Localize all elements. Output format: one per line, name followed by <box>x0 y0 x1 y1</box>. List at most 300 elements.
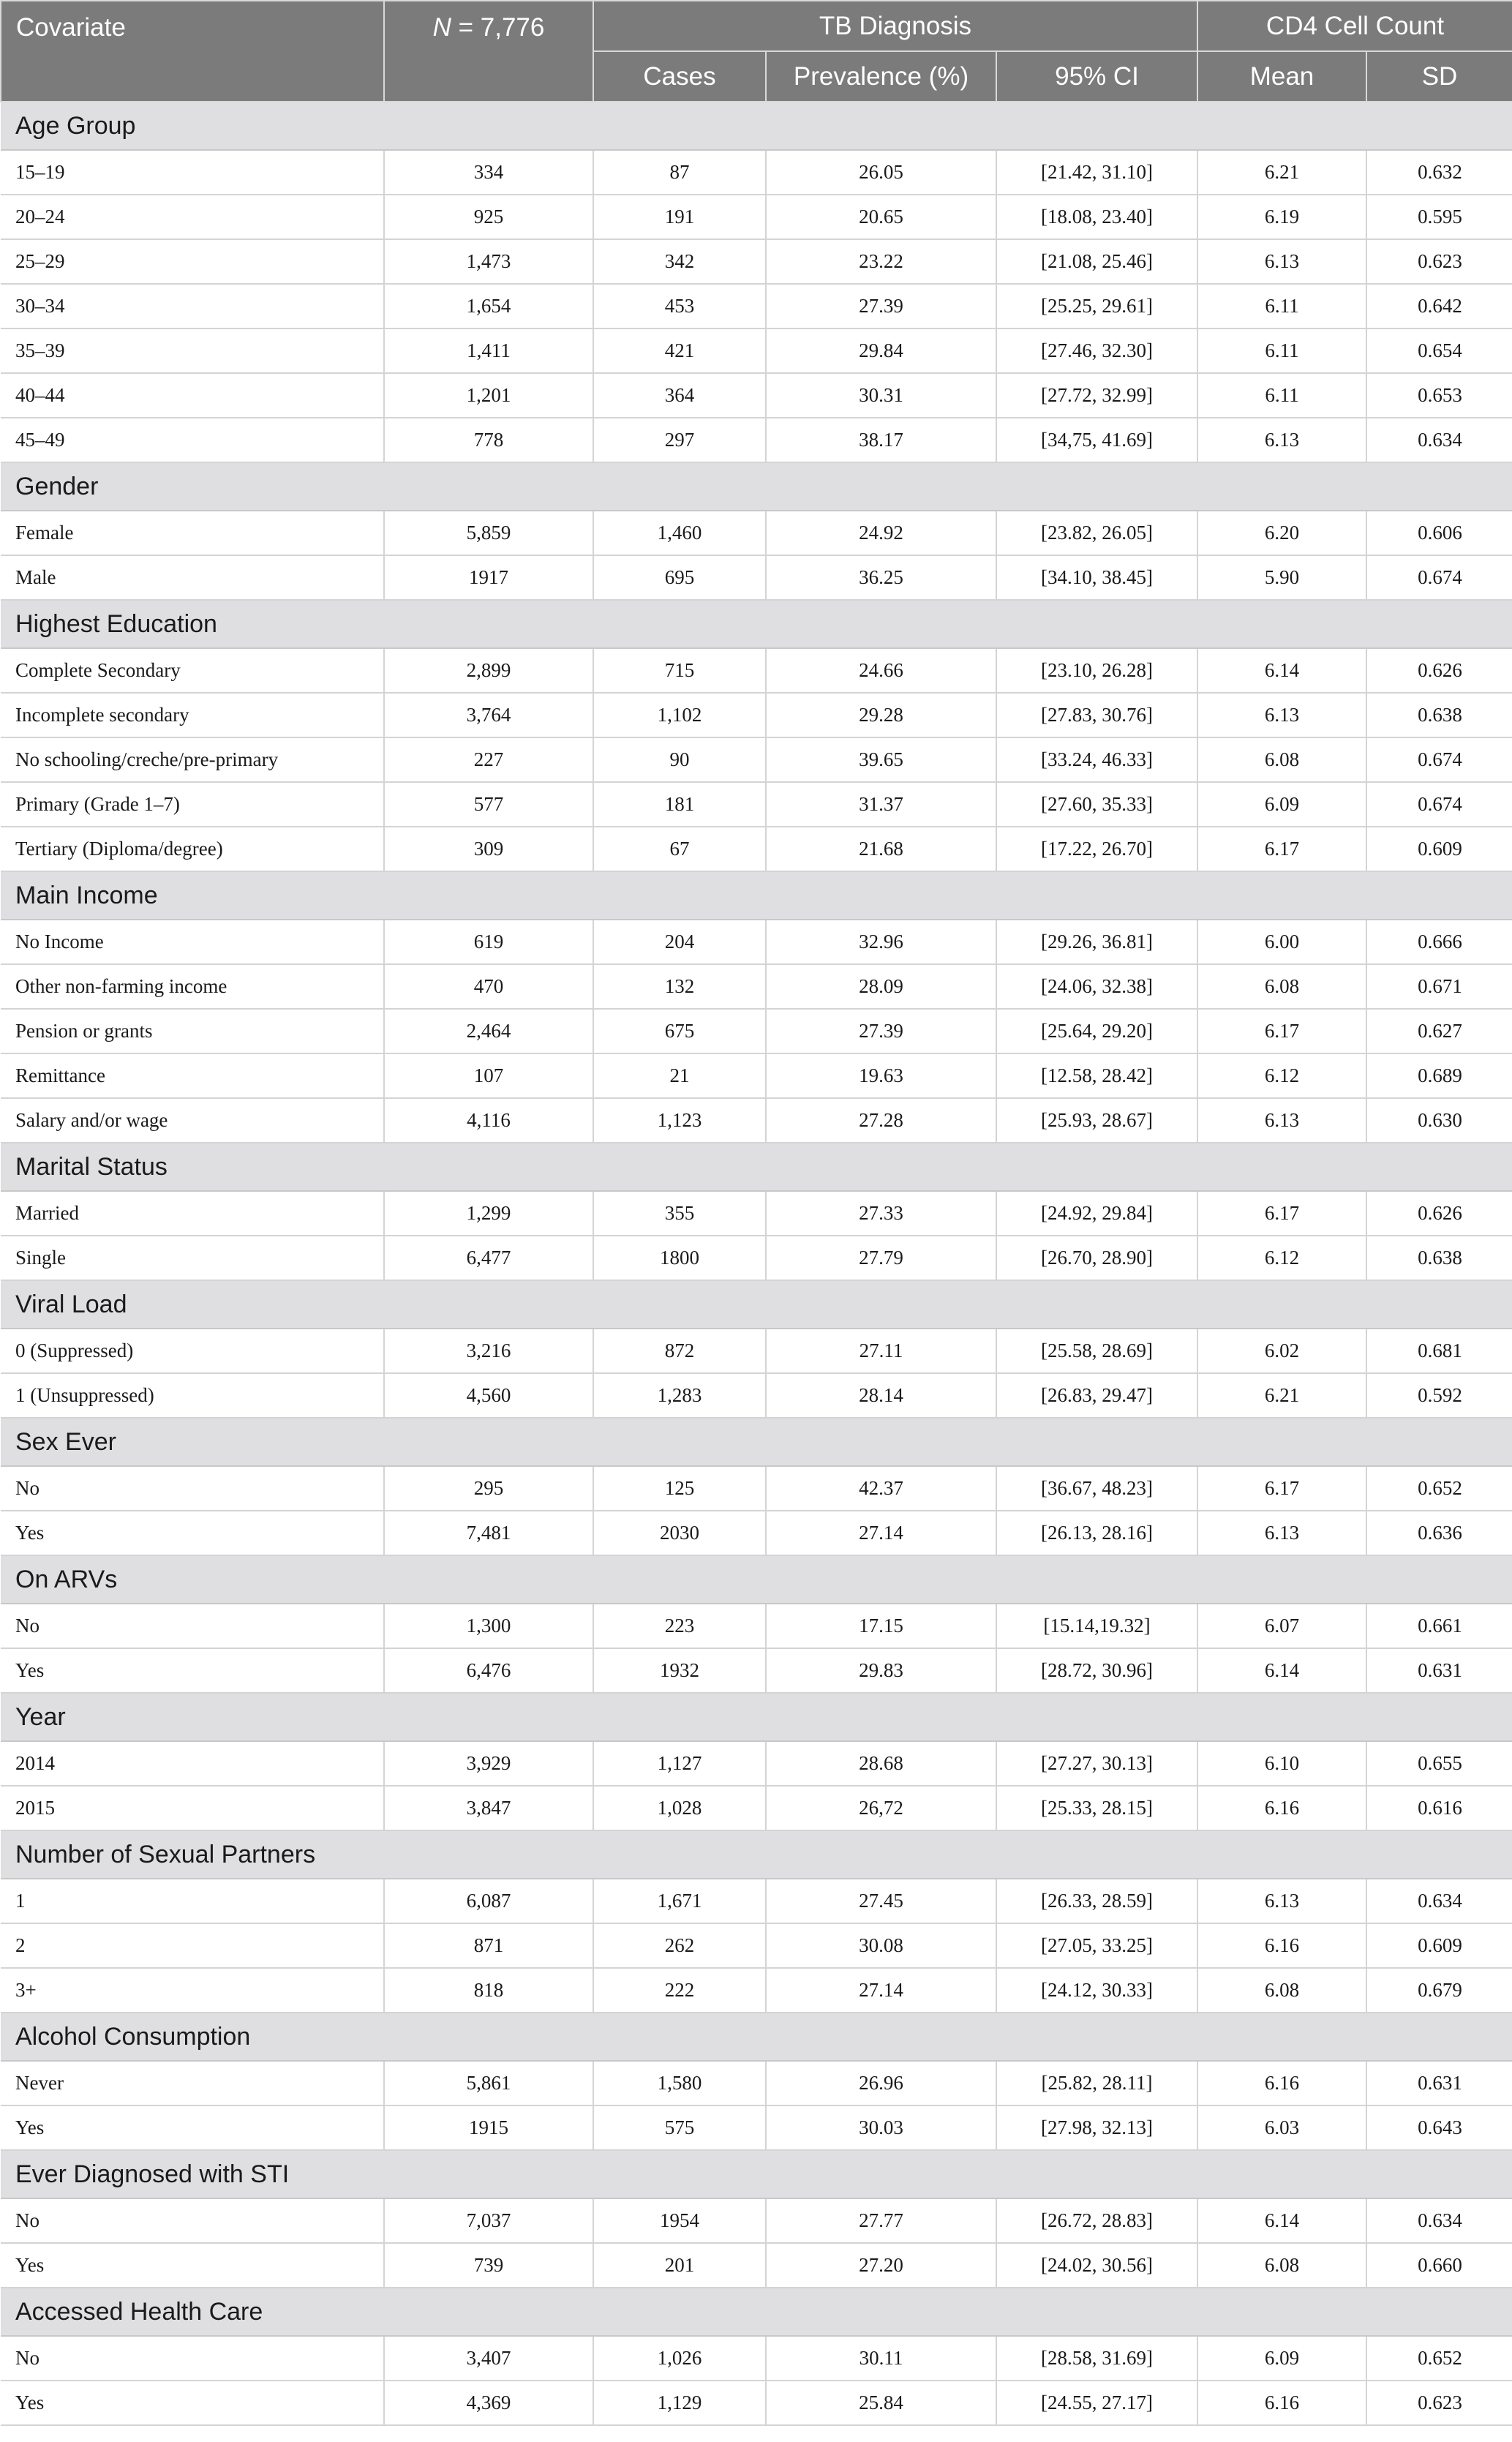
ci-cell: [23.10, 26.28] <box>996 648 1197 693</box>
mean-cell: 6.09 <box>1197 782 1366 827</box>
ci-cell: [34.10, 38.45] <box>996 555 1197 600</box>
mean-cell: 6.17 <box>1197 1191 1366 1236</box>
cases-cell: 1,283 <box>593 1373 766 1418</box>
n-cell: 1,201 <box>384 373 593 418</box>
n-cell: 778 <box>384 418 593 462</box>
n-cell: 871 <box>384 1923 593 1968</box>
sd-cell: 0.666 <box>1366 920 1512 964</box>
prevalence-cell: 30.03 <box>766 2105 996 2150</box>
sd-cell: 0.689 <box>1366 1053 1512 1098</box>
n-cell: 6,476 <box>384 1648 593 1693</box>
n-cell: 4,116 <box>384 1098 593 1143</box>
section-title: Sex Ever <box>1 1418 1512 1466</box>
ci-cell: [27.98, 32.13] <box>996 2105 1197 2150</box>
ci-cell: [26.72, 28.83] <box>996 2198 1197 2243</box>
n-cell: 3,407 <box>384 2336 593 2381</box>
section-row <box>1 2013 1512 2061</box>
section-row <box>1 600 1512 648</box>
table-row <box>1 1648 1512 1693</box>
cases-cell: 1,671 <box>593 1879 766 1923</box>
cases-cell: 204 <box>593 920 766 964</box>
table-body <box>1 102 1512 2425</box>
sd-cell: 0.631 <box>1366 2061 1512 2105</box>
sd-cell: 0.652 <box>1366 1466 1512 1511</box>
n-cell: 6,087 <box>384 1879 593 1923</box>
covariate-level-cell: No <box>1 1466 384 1511</box>
ci-cell: [25.25, 29.61] <box>996 284 1197 328</box>
table-row <box>1 1879 1512 1923</box>
sd-cell: 0.643 <box>1366 2105 1512 2150</box>
cases-cell: 90 <box>593 737 766 782</box>
sd-cell: 0.634 <box>1366 2198 1512 2243</box>
ci-cell: [24.12, 30.33] <box>996 1968 1197 2013</box>
mean-cell: 6.08 <box>1197 2243 1366 2288</box>
prevalence-cell: 27.11 <box>766 1329 996 1373</box>
table-row <box>1 1191 1512 1236</box>
mean-cell: 6.20 <box>1197 511 1366 555</box>
sd-cell: 0.660 <box>1366 2243 1512 2288</box>
section-title: Alcohol Consumption <box>1 2013 1512 2061</box>
table-row <box>1 2381 1512 2425</box>
cases-cell: 364 <box>593 373 766 418</box>
cases-cell: 201 <box>593 2243 766 2288</box>
ci-cell: [21.42, 31.10] <box>996 150 1197 195</box>
mean-cell: 6.17 <box>1197 1466 1366 1511</box>
prevalence-cell: 28.14 <box>766 1373 996 1418</box>
table-row <box>1 373 1512 418</box>
prevalence-cell: 27.14 <box>766 1511 996 1555</box>
cases-cell: 181 <box>593 782 766 827</box>
ci-header: 95% CI <box>996 51 1197 102</box>
prevalence-cell: 28.68 <box>766 1741 996 1786</box>
table-row <box>1 511 1512 555</box>
covariate-level-cell: No <box>1 2336 384 2381</box>
n-cell: 309 <box>384 827 593 871</box>
covariate-level-cell: Tertiary (Diploma/degree) <box>1 827 384 871</box>
covariate-level-cell: 0 (Suppressed) <box>1 1329 384 1373</box>
table-row <box>1 920 1512 964</box>
cases-cell: 1,102 <box>593 693 766 737</box>
sd-cell: 0.595 <box>1366 195 1512 239</box>
mean-cell: 6.13 <box>1197 418 1366 462</box>
cases-cell: 355 <box>593 1191 766 1236</box>
prevalence-cell: 24.92 <box>766 511 996 555</box>
ci-cell: [28.72, 30.96] <box>996 1648 1197 1693</box>
covariate-level-cell: Incomplete secondary <box>1 693 384 737</box>
sd-cell: 0.592 <box>1366 1373 1512 1418</box>
sd-cell: 0.634 <box>1366 1879 1512 1923</box>
n-cell: 1,654 <box>384 284 593 328</box>
prevalence-cell: 26.96 <box>766 2061 996 2105</box>
covariate-level-cell: 25–29 <box>1 239 384 284</box>
n-cell: 3,847 <box>384 1786 593 1830</box>
tb-diagnosis-header: TB Diagnosis <box>593 1 1197 51</box>
table-row <box>1 827 1512 871</box>
ci-cell: [26.70, 28.90] <box>996 1236 1197 1280</box>
section-title: Highest Education <box>1 600 1512 648</box>
cases-cell: 715 <box>593 648 766 693</box>
cases-cell: 1,129 <box>593 2381 766 2425</box>
covariate-level-cell: 35–39 <box>1 328 384 373</box>
table-row <box>1 964 1512 1009</box>
prevalence-cell: 23.22 <box>766 239 996 284</box>
covariate-level-cell: 1 (Unsuppressed) <box>1 1373 384 1418</box>
mean-cell: 6.16 <box>1197 1923 1366 1968</box>
sd-cell: 0.623 <box>1366 239 1512 284</box>
mean-cell: 6.13 <box>1197 693 1366 737</box>
n-cell: 818 <box>384 1968 593 2013</box>
prevalence-cell: 29.28 <box>766 693 996 737</box>
ci-cell: [25.93, 28.67] <box>996 1098 1197 1143</box>
section-title: Accessed Health Care <box>1 2288 1512 2336</box>
mean-cell: 6.08 <box>1197 1968 1366 2013</box>
mean-cell: 6.13 <box>1197 1098 1366 1143</box>
mean-cell: 6.21 <box>1197 1373 1366 1418</box>
ci-cell: [27.60, 35.33] <box>996 782 1197 827</box>
table-row <box>1 1009 1512 1053</box>
cases-cell: 1,580 <box>593 2061 766 2105</box>
mean-cell: 6.17 <box>1197 1009 1366 1053</box>
cases-cell: 21 <box>593 1053 766 1098</box>
sd-cell: 0.655 <box>1366 1741 1512 1786</box>
covariate-level-cell: Female <box>1 511 384 555</box>
n-cell: 2,899 <box>384 648 593 693</box>
covariate-level-cell: Primary (Grade 1–7) <box>1 782 384 827</box>
covariate-level-cell: Single <box>1 1236 384 1280</box>
n-cell: 7,037 <box>384 2198 593 2243</box>
table-row <box>1 2243 1512 2288</box>
ci-cell: [26.13, 28.16] <box>996 1511 1197 1555</box>
mean-cell: 6.09 <box>1197 2336 1366 2381</box>
mean-cell: 6.16 <box>1197 2381 1366 2425</box>
table-row <box>1 1604 1512 1648</box>
ci-cell: [26.33, 28.59] <box>996 1879 1197 1923</box>
section-row <box>1 871 1512 920</box>
cases-cell: 87 <box>593 150 766 195</box>
table-row <box>1 239 1512 284</box>
mean-cell: 6.11 <box>1197 284 1366 328</box>
ci-cell: [27.05, 33.25] <box>996 1923 1197 1968</box>
table-row <box>1 150 1512 195</box>
prevalence-cell: 27.33 <box>766 1191 996 1236</box>
table-row <box>1 1098 1512 1143</box>
table-row <box>1 1786 1512 1830</box>
mean-cell: 6.19 <box>1197 195 1366 239</box>
covariate-level-cell: Never <box>1 2061 384 2105</box>
cases-cell: 453 <box>593 284 766 328</box>
cases-cell: 872 <box>593 1329 766 1373</box>
covariate-level-cell: No schooling/creche/pre-primary <box>1 737 384 782</box>
mean-cell: 6.13 <box>1197 1879 1366 1923</box>
covariate-level-cell: Other non-farming income <box>1 964 384 1009</box>
mean-header: Mean <box>1197 51 1366 102</box>
prevalence-cell: 26,72 <box>766 1786 996 1830</box>
section-title: Viral Load <box>1 1280 1512 1329</box>
mean-cell: 6.14 <box>1197 2198 1366 2243</box>
n-cell: 295 <box>384 1466 593 1511</box>
cases-cell: 342 <box>593 239 766 284</box>
prevalence-cell: 28.09 <box>766 964 996 1009</box>
prevalence-cell: 39.65 <box>766 737 996 782</box>
prevalence-cell: 27.20 <box>766 2243 996 2288</box>
table-row <box>1 1923 1512 1968</box>
prevalence-cell: 30.31 <box>766 373 996 418</box>
section-title: Year <box>1 1693 1512 1741</box>
cases-cell: 421 <box>593 328 766 373</box>
section-title: Marital Status <box>1 1143 1512 1191</box>
sd-cell: 0.636 <box>1366 1511 1512 1555</box>
section-row <box>1 1555 1512 1604</box>
ci-cell: [33.24, 46.33] <box>996 737 1197 782</box>
n-cell: 5,861 <box>384 2061 593 2105</box>
table-row <box>1 2061 1512 2105</box>
covariate-level-cell: Complete Secondary <box>1 648 384 693</box>
sd-cell: 0.609 <box>1366 1923 1512 1968</box>
mean-cell: 6.13 <box>1197 239 1366 284</box>
sd-cell: 0.671 <box>1366 964 1512 1009</box>
cases-cell: 132 <box>593 964 766 1009</box>
sd-cell: 0.679 <box>1366 1968 1512 2013</box>
section-title: Age Group <box>1 102 1512 150</box>
n-cell: 925 <box>384 195 593 239</box>
ci-cell: [15.14,19.32] <box>996 1604 1197 1648</box>
ci-cell: [29.26, 36.81] <box>996 920 1197 964</box>
covariate-level-cell: 40–44 <box>1 373 384 418</box>
cases-header: Cases <box>593 51 766 102</box>
mean-cell: 6.12 <box>1197 1053 1366 1098</box>
prevalence-cell: 27.39 <box>766 284 996 328</box>
section-row <box>1 1830 1512 1879</box>
sd-cell: 0.632 <box>1366 150 1512 195</box>
sd-cell: 0.616 <box>1366 1786 1512 1830</box>
covariate-level-cell: Yes <box>1 2381 384 2425</box>
cases-cell: 1,460 <box>593 511 766 555</box>
prevalence-cell: 21.68 <box>766 827 996 871</box>
n-cell: 1,300 <box>384 1604 593 1648</box>
cases-cell: 1954 <box>593 2198 766 2243</box>
prevalence-cell: 31.37 <box>766 782 996 827</box>
table-row <box>1 555 1512 600</box>
section-title: Gender <box>1 462 1512 511</box>
table-row <box>1 693 1512 737</box>
sd-cell: 0.681 <box>1366 1329 1512 1373</box>
ci-cell: [27.46, 32.30] <box>996 328 1197 373</box>
table-row <box>1 782 1512 827</box>
sd-cell: 0.626 <box>1366 1191 1512 1236</box>
covariate-level-cell: Remittance <box>1 1053 384 1098</box>
ci-cell: [25.58, 28.69] <box>996 1329 1197 1373</box>
mean-cell: 6.17 <box>1197 827 1366 871</box>
mean-cell: 6.16 <box>1197 2061 1366 2105</box>
n-cell: 1,473 <box>384 239 593 284</box>
cases-cell: 222 <box>593 1968 766 2013</box>
section-row <box>1 1693 1512 1741</box>
n-cell: 3,764 <box>384 693 593 737</box>
ci-cell: [21.08, 25.46] <box>996 239 1197 284</box>
mean-cell: 6.14 <box>1197 648 1366 693</box>
covariate-level-cell: Yes <box>1 1648 384 1693</box>
sample-size-header <box>384 1 593 102</box>
sd-cell: 0.630 <box>1366 1098 1512 1143</box>
sd-cell: 0.642 <box>1366 284 1512 328</box>
table-row <box>1 2336 1512 2381</box>
ci-cell: [25.64, 29.20] <box>996 1009 1197 1053</box>
prevalence-cell: 30.11 <box>766 2336 996 2381</box>
prevalence-cell: 27.45 <box>766 1879 996 1923</box>
covariate-header: Covariate <box>1 1 384 102</box>
sd-cell: 0.661 <box>1366 1604 1512 1648</box>
covariate-level-cell: Male <box>1 555 384 600</box>
n-cell: 1,411 <box>384 328 593 373</box>
cd4-count-header: CD4 Cell Count <box>1197 1 1512 51</box>
prevalence-cell: 27.39 <box>766 1009 996 1053</box>
mean-cell: 6.10 <box>1197 1741 1366 1786</box>
cases-cell: 125 <box>593 1466 766 1511</box>
ci-cell: [27.27, 30.13] <box>996 1741 1197 1786</box>
sd-cell: 0.623 <box>1366 2381 1512 2425</box>
n-symbol: N <box>432 13 451 42</box>
mean-cell: 6.02 <box>1197 1329 1366 1373</box>
prevalence-cell: 27.77 <box>766 2198 996 2243</box>
table-header <box>1 1 1512 102</box>
mean-cell: 6.11 <box>1197 328 1366 373</box>
cases-cell: 1932 <box>593 1648 766 1693</box>
table-row <box>1 648 1512 693</box>
cases-cell: 675 <box>593 1009 766 1053</box>
sd-cell: 0.652 <box>1366 2336 1512 2381</box>
n-cell: 2,464 <box>384 1009 593 1053</box>
covariate-level-cell: Pension or grants <box>1 1009 384 1053</box>
covariate-level-cell: 45–49 <box>1 418 384 462</box>
section-title: Ever Diagnosed with STI <box>1 2150 1512 2198</box>
ci-cell: [28.58, 31.69] <box>996 2336 1197 2381</box>
mean-cell: 6.13 <box>1197 1511 1366 1555</box>
table-row <box>1 1329 1512 1373</box>
table-row <box>1 328 1512 373</box>
sd-cell: 0.638 <box>1366 1236 1512 1280</box>
mean-cell: 6.03 <box>1197 2105 1366 2150</box>
sd-cell: 0.638 <box>1366 693 1512 737</box>
sd-cell: 0.674 <box>1366 782 1512 827</box>
covariate-level-cell: 2 <box>1 1923 384 1968</box>
cases-cell: 191 <box>593 195 766 239</box>
cases-cell: 1,127 <box>593 1741 766 1786</box>
mean-cell: 6.08 <box>1197 737 1366 782</box>
sd-cell: 0.609 <box>1366 827 1512 871</box>
covariate-level-cell: Yes <box>1 2105 384 2150</box>
prevalence-cell: 27.79 <box>766 1236 996 1280</box>
prevalence-cell: 20.65 <box>766 195 996 239</box>
n-cell: 4,560 <box>384 1373 593 1418</box>
n-cell: 107 <box>384 1053 593 1098</box>
n-cell: 577 <box>384 782 593 827</box>
cases-cell: 1,123 <box>593 1098 766 1143</box>
prevalence-cell: 38.17 <box>766 418 996 462</box>
mean-cell: 6.00 <box>1197 920 1366 964</box>
prevalence-cell: 29.83 <box>766 1648 996 1693</box>
sd-cell: 0.674 <box>1366 555 1512 600</box>
sd-cell: 0.631 <box>1366 1648 1512 1693</box>
sd-cell: 0.654 <box>1366 328 1512 373</box>
n-cell: 739 <box>384 2243 593 2288</box>
prevalence-cell: 32.96 <box>766 920 996 964</box>
mean-cell: 6.14 <box>1197 1648 1366 1693</box>
covariate-level-cell: Salary and/or wage <box>1 1098 384 1143</box>
cases-cell: 67 <box>593 827 766 871</box>
table-row <box>1 737 1512 782</box>
cases-cell: 2030 <box>593 1511 766 1555</box>
ci-cell: [24.06, 32.38] <box>996 964 1197 1009</box>
cases-cell: 223 <box>593 1604 766 1648</box>
cases-cell: 262 <box>593 1923 766 1968</box>
table-row <box>1 2198 1512 2243</box>
n-value: = 7,776 <box>451 13 545 42</box>
section-row <box>1 1280 1512 1329</box>
prevalence-cell: 29.84 <box>766 328 996 373</box>
covariate-level-cell: 3+ <box>1 1968 384 2013</box>
ci-cell: [12.58, 28.42] <box>996 1053 1197 1098</box>
section-row <box>1 102 1512 150</box>
covariate-level-cell: No <box>1 1604 384 1648</box>
ci-cell: [34,75, 41.69] <box>996 418 1197 462</box>
prevalence-cell: 27.14 <box>766 1968 996 2013</box>
ci-cell: [24.92, 29.84] <box>996 1191 1197 1236</box>
sd-header: SD <box>1366 51 1512 102</box>
cases-cell: 695 <box>593 555 766 600</box>
n-cell: 7,481 <box>384 1511 593 1555</box>
sd-cell: 0.674 <box>1366 737 1512 782</box>
ci-cell: [25.82, 28.11] <box>996 2061 1197 2105</box>
section-row <box>1 462 1512 511</box>
ci-cell: [26.83, 29.47] <box>996 1373 1197 1418</box>
prevalence-cell: 26.05 <box>766 150 996 195</box>
covariate-level-cell: 15–19 <box>1 150 384 195</box>
covariate-level-cell: 2015 <box>1 1786 384 1830</box>
prevalence-cell: 19.63 <box>766 1053 996 1098</box>
sd-cell: 0.627 <box>1366 1009 1512 1053</box>
mean-cell: 6.08 <box>1197 964 1366 1009</box>
table-row <box>1 1053 1512 1098</box>
section-title: Number of Sexual Partners <box>1 1830 1512 1879</box>
covariate-level-cell: 2014 <box>1 1741 384 1786</box>
ci-cell: [24.55, 27.17] <box>996 2381 1197 2425</box>
sd-cell: 0.606 <box>1366 511 1512 555</box>
section-row <box>1 1418 1512 1466</box>
n-cell: 619 <box>384 920 593 964</box>
n-cell: 3,216 <box>384 1329 593 1373</box>
n-cell: 227 <box>384 737 593 782</box>
section-title: Main Income <box>1 871 1512 920</box>
n-cell: 1,299 <box>384 1191 593 1236</box>
cases-cell: 1800 <box>593 1236 766 1280</box>
sd-cell: 0.653 <box>1366 373 1512 418</box>
sd-cell: 0.634 <box>1366 418 1512 462</box>
section-row <box>1 1143 1512 1191</box>
table-row <box>1 1466 1512 1511</box>
n-cell: 334 <box>384 150 593 195</box>
section-title: On ARVs <box>1 1555 1512 1604</box>
mean-cell: 6.12 <box>1197 1236 1366 1280</box>
prevalence-header: Prevalence (%) <box>766 51 996 102</box>
n-cell: 1915 <box>384 2105 593 2150</box>
mean-cell: 6.11 <box>1197 373 1366 418</box>
prevalence-cell: 36.25 <box>766 555 996 600</box>
mean-cell: 5.90 <box>1197 555 1366 600</box>
table-row <box>1 418 1512 462</box>
table-row <box>1 1373 1512 1418</box>
ci-cell: [27.83, 30.76] <box>996 693 1197 737</box>
ci-cell: [18.08, 23.40] <box>996 195 1197 239</box>
